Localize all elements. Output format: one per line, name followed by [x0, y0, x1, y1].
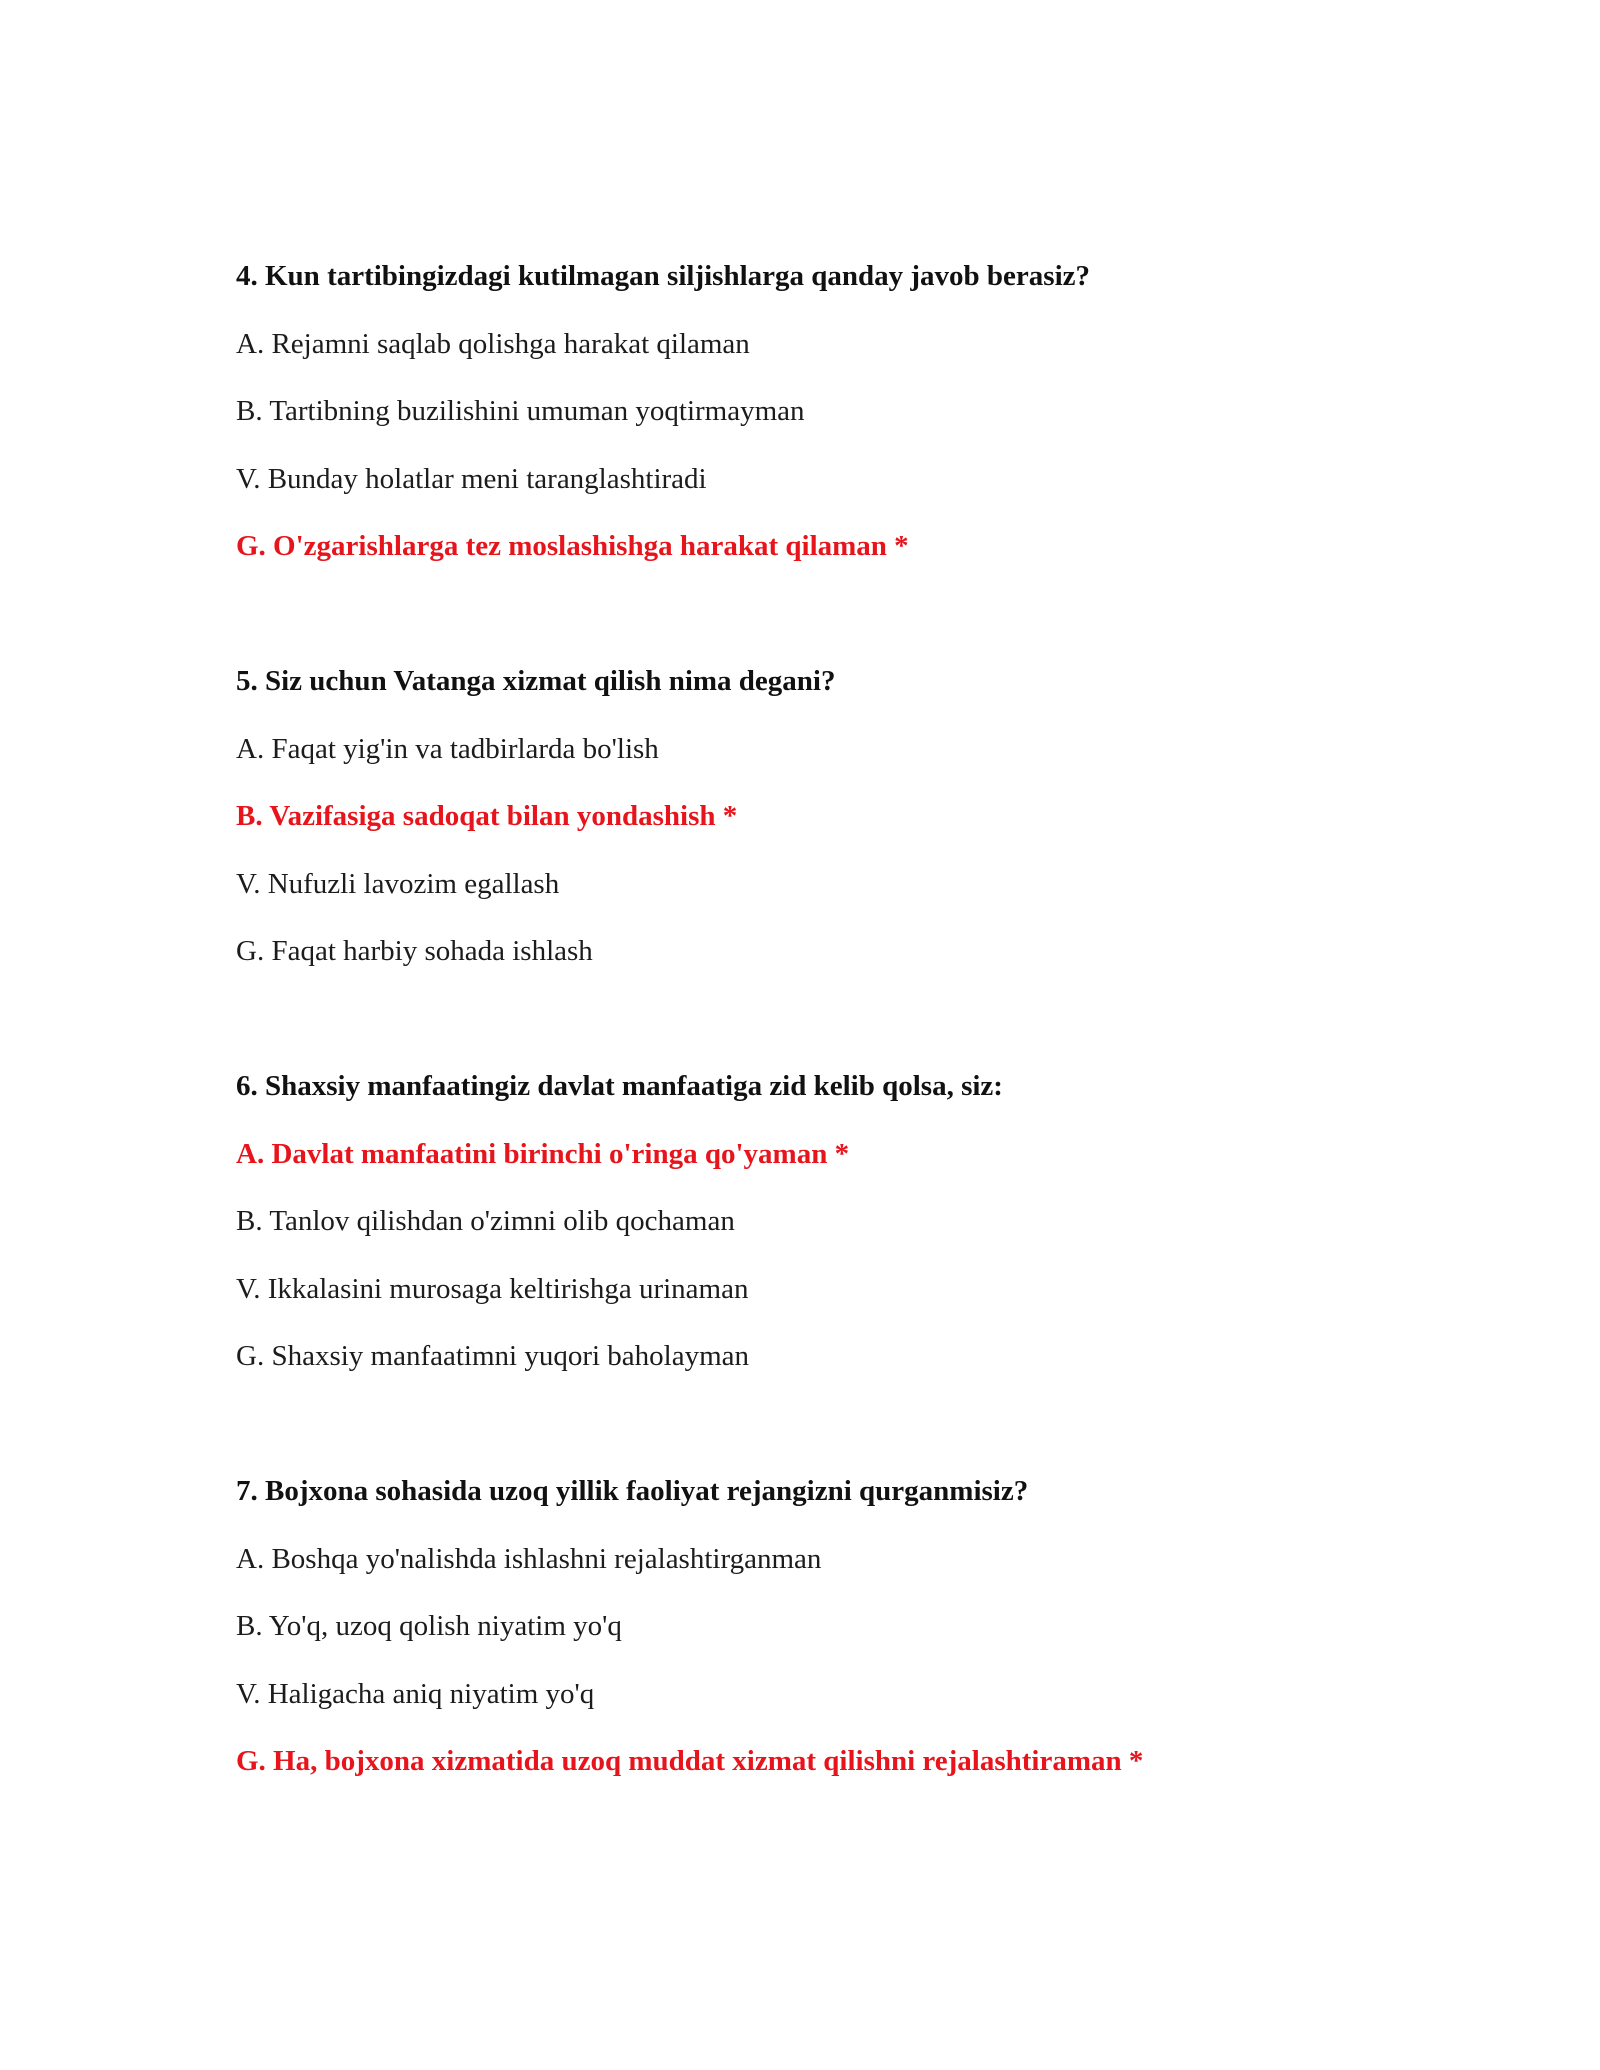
question-block-6 [236, 1068, 1436, 1406]
correct-answer-option-g: G. O'zgarishlarga tez moslashishga harakat qilaman * [236, 530, 909, 562]
question-text: 4. Kun tartibingizdagi kutilmagan siljishlarga qanday javob berasiz? [236, 260, 1091, 292]
answer-option-b: B. Tartibning buzilishini umuman yoqtirmayman [236, 395, 805, 427]
answer-option-v: V. Bunday holatlar meni taranglashtiradi [236, 462, 707, 495]
correct-answer-option-g: G. Ha, bojxona xizmatida uzoq muddat xizmat qilishni rejalashtiraman * [236, 1745, 1144, 1777]
question-block-7 [236, 1473, 1436, 1811]
question-text: 6. Shaxsiy manfaatingiz davlat manfaatiga zid kelib qolsa, siz: [236, 1070, 1003, 1102]
answer-option-a: A. Rejamni saqlab qolishga harakat qilaman [236, 327, 750, 360]
answer-option-b: B. Yo'q, uzoq qolish niyatim yo'q [236, 1610, 622, 1642]
answer-option-g: G. Faqat harbiy sohada ishlash [236, 935, 593, 967]
answer-option-v: V. Haligacha aniq niyatim yo'q [236, 1677, 595, 1710]
question-block-5 [236, 663, 1436, 1001]
answer-option-g: G. Shaxsiy manfaatimni yuqori baholayman [236, 1340, 750, 1372]
answer-option-v: V. Nufuzli lavozim egallash [236, 867, 560, 900]
answer-option-v: V. Ikkalasini murosaga keltirishga urinaman [236, 1272, 749, 1305]
question-block-4 [236, 258, 1436, 596]
answer-option-a: A. Boshqa yo'nalishda ishlashni rejalashtirganman [236, 1542, 822, 1575]
answer-option-b: B. Tanlov qilishdan o'zimni olib qochaman [236, 1205, 735, 1237]
correct-answer-option-b: B. Vazifasiga sadoqat bilan yondashish * [236, 800, 738, 832]
correct-answer-option-a: A. Davlat manfaatini birinchi o'ringa qo'yaman * [236, 1137, 850, 1170]
answer-option-a: A. Faqat yig'in va tadbirlarda bo'lish [236, 732, 659, 765]
question-text: 5. Siz uchun Vatanga xizmat qilish nima degani? [236, 665, 836, 697]
question-text: 7. Bojxona sohasida uzoq yillik faoliyat rejangizni qurganmisiz? [236, 1475, 1029, 1507]
